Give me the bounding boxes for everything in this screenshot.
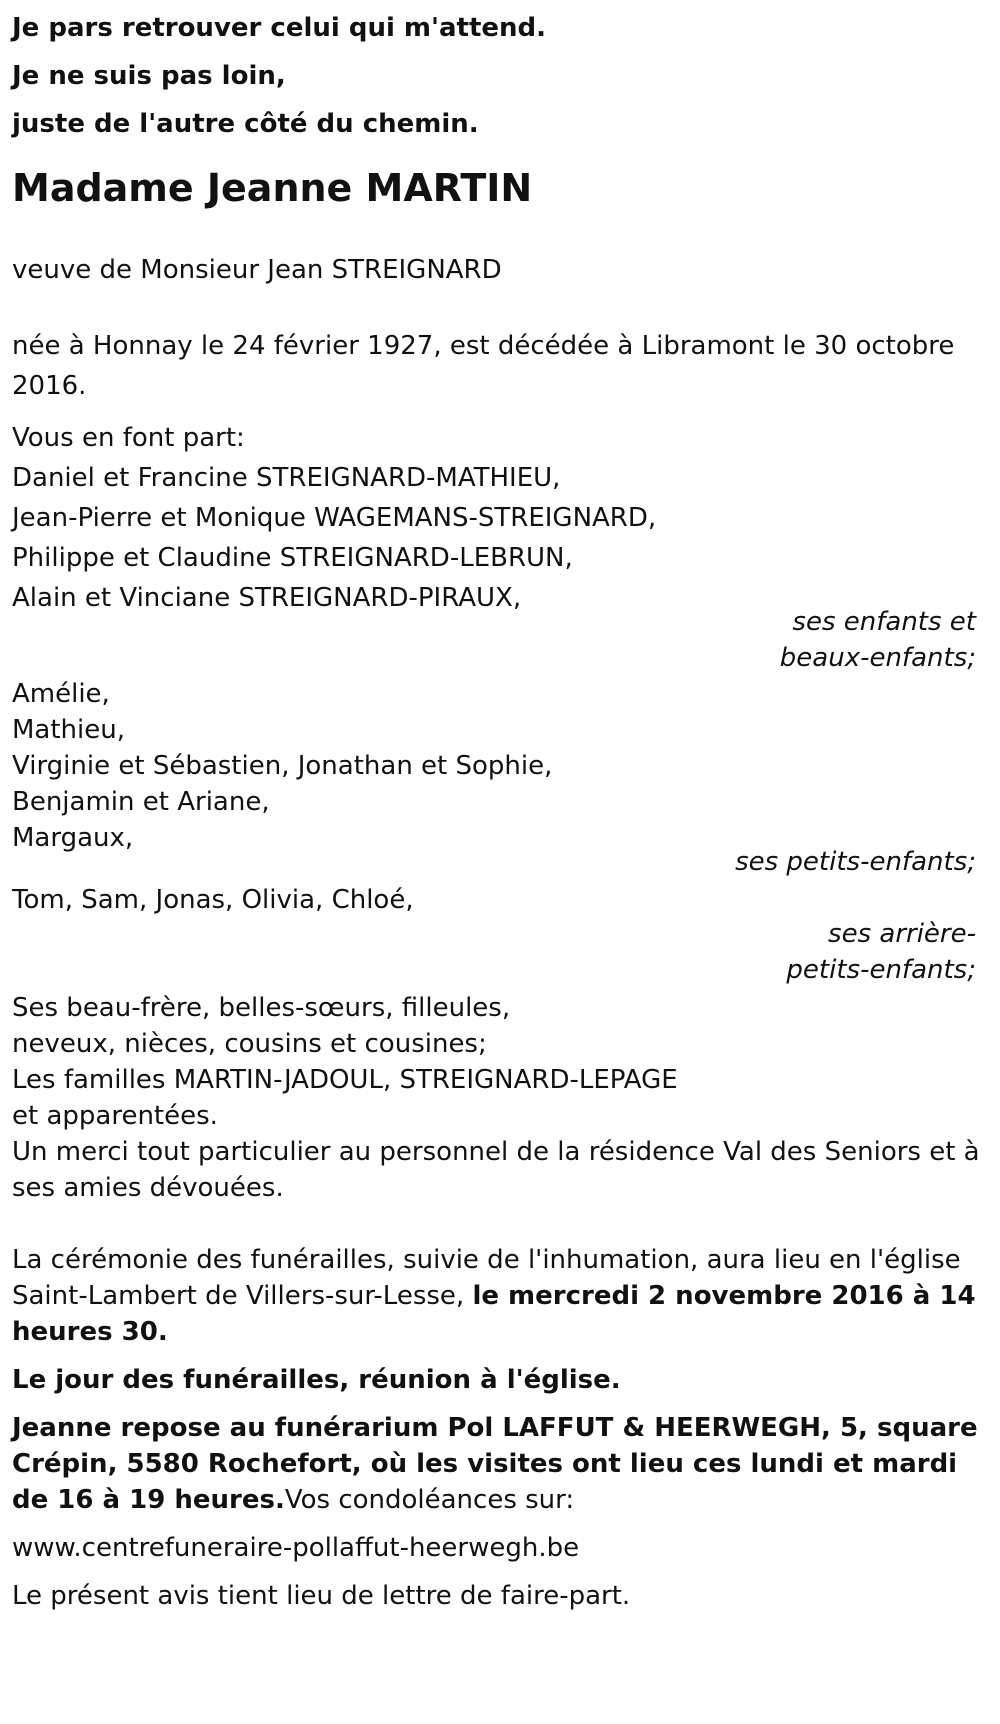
great-grandchildren-line: Tom, Sam, Jonas, Olivia, Chloé, (12, 885, 414, 915)
meeting-line: Le jour des funérailles, réunion à l'église. (12, 1365, 621, 1395)
list-item: Jean-Pierre et Monique WAGEMANS-STREIGNARD, (12, 503, 657, 533)
poem (12, 4, 988, 148)
poem-line: juste de l'autre côté du chemin. (12, 109, 479, 139)
condolences-text: Vos condoléances sur: (284, 1485, 575, 1515)
ceremony-date: le mercredi 2 novembre 2016 à 14 heures 30. (12, 1281, 976, 1347)
list-item: Daniel et Francine STREIGNARD-MATHIEU, (12, 463, 561, 493)
list-item: Alain et Vinciane STREIGNARD-PIRAUX, (12, 583, 522, 613)
list-item: Philippe et Claudine STREIGNARD-LEBRUN, (12, 543, 573, 573)
children-label: ses enfants et beaux-enfants; (779, 607, 976, 673)
list-item: Amélie, (12, 679, 110, 709)
ceremony-paragraph (12, 1242, 988, 1350)
deceased-name: Madame Jeanne MARTIN (12, 166, 533, 210)
grandchildren-label: ses petits-enfants; (735, 847, 976, 877)
children-list (12, 458, 988, 618)
announce-line: Vous en font part: (12, 423, 245, 453)
birth-death-line: née à Honnay le 24 février 1927, est décédée à Libramont le 30 octobre 2016. (12, 331, 955, 401)
list-item: neveux, nièces, cousins et cousines; (12, 1029, 487, 1059)
poem-line: Je ne suis pas loin, (12, 61, 286, 91)
great-grandchildren-label: ses arrière-petits-enfants; (786, 919, 976, 985)
ceremony-text: La cérémonie des funérailles, suivie de l'inhumation, aura lieu en l'église Saint-Lambert de Villers-sur-Lesse, (12, 1245, 961, 1311)
list-item: et apparentées. (12, 1101, 218, 1131)
thanks-paragraph: Un merci tout particulier au personnel de la résidence Val des Seniors et à ses amies dévouées. (12, 1137, 980, 1203)
list-item: Benjamin et Ariane, (12, 787, 270, 817)
grandchildren-list (12, 676, 988, 856)
others-list (12, 990, 988, 1134)
poem-line: Je pars retrouver celui qui m'attend. (12, 13, 547, 43)
list-item: Virginie et Sébastien, Jonathan et Sophie, (12, 751, 553, 781)
website-link[interactable]: www.centrefuneraire-pollaffut-heerwegh.be (12, 1533, 580, 1563)
list-item: Ses beau-frère, belles-sœurs, filleules, (12, 993, 511, 1023)
list-item: Margaux, (12, 823, 134, 853)
list-item: Mathieu, (12, 715, 126, 745)
widow-line: veuve de Monsieur Jean STREIGNARD (12, 255, 502, 285)
repose-paragraph (12, 1410, 988, 1518)
repose-text: Jeanne repose au funérarium Pol LAFFUT & HEERWEGH, 5, square Crépin, 5580 Rochefort, où les visites ont lieu ces lundi et mardi de 16 à 19 heures. (12, 1413, 978, 1515)
list-item: Les familles MARTIN-JADOUL, STREIGNARD-LEPAGE (12, 1065, 678, 1095)
closing-line: Le présent avis tient lieu de lettre de faire-part. (12, 1581, 631, 1611)
